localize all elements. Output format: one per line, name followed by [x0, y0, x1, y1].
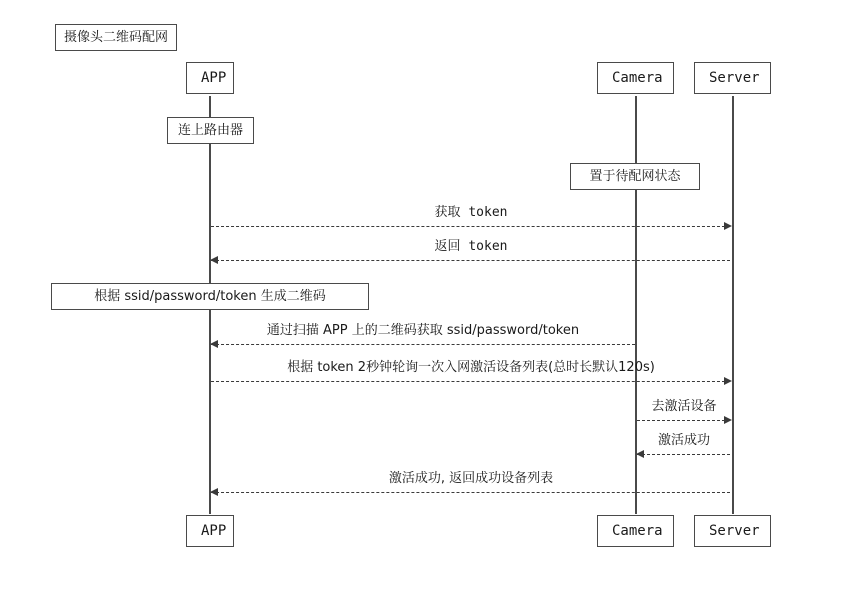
message-label-poll-device-list: 根据 token 2秒钟轮询一次入网激活设备列表(总时长默认120s) — [287, 360, 655, 375]
participant-camera-top[interactable]: Camera — [597, 62, 674, 94]
arrowhead-get-token — [724, 222, 732, 230]
participant-app-bottom[interactable]: APP — [186, 515, 234, 547]
note-generate-qr: 根据 ssid/password/token 生成二维码 — [51, 283, 369, 310]
message-label-return-token: 返回 token — [434, 239, 508, 254]
message-label-get-token: 获取 token — [434, 205, 508, 220]
message-line-return-success-list — [211, 492, 730, 493]
arrowhead-poll-device-list — [724, 377, 732, 385]
note-connect-router: 连上路由器 — [167, 117, 254, 144]
participant-server-bottom[interactable]: Server — [694, 515, 771, 547]
message-label-scan-qr: 通过扫描 APP 上的二维码获取 ssid/password/token — [266, 323, 580, 338]
participant-camera-bottom[interactable]: Camera — [597, 515, 674, 547]
diagram-title: 摄像头二维码配网 — [55, 24, 177, 51]
message-line-activate-success — [637, 454, 730, 455]
lifeline-server — [732, 96, 734, 514]
message-line-get-token — [211, 226, 730, 227]
note-pending-state: 置于待配网状态 — [570, 163, 700, 190]
participant-server-top[interactable]: Server — [694, 62, 771, 94]
arrowhead-scan-qr — [210, 340, 218, 348]
arrowhead-activate-success — [636, 450, 644, 458]
arrowhead-return-token — [210, 256, 218, 264]
participant-app-top[interactable]: APP — [186, 62, 234, 94]
message-label-activate-device: 去激活设备 — [651, 399, 717, 414]
message-label-activate-success: 激活成功 — [657, 433, 710, 448]
message-line-return-token — [211, 260, 730, 261]
message-line-activate-device — [637, 420, 730, 421]
arrowhead-activate-device — [724, 416, 732, 424]
message-line-scan-qr — [211, 344, 635, 345]
message-label-return-success-list: 激活成功, 返回成功设备列表 — [388, 471, 554, 486]
arrowhead-return-success-list — [210, 488, 218, 496]
message-line-poll-device-list — [211, 381, 730, 382]
